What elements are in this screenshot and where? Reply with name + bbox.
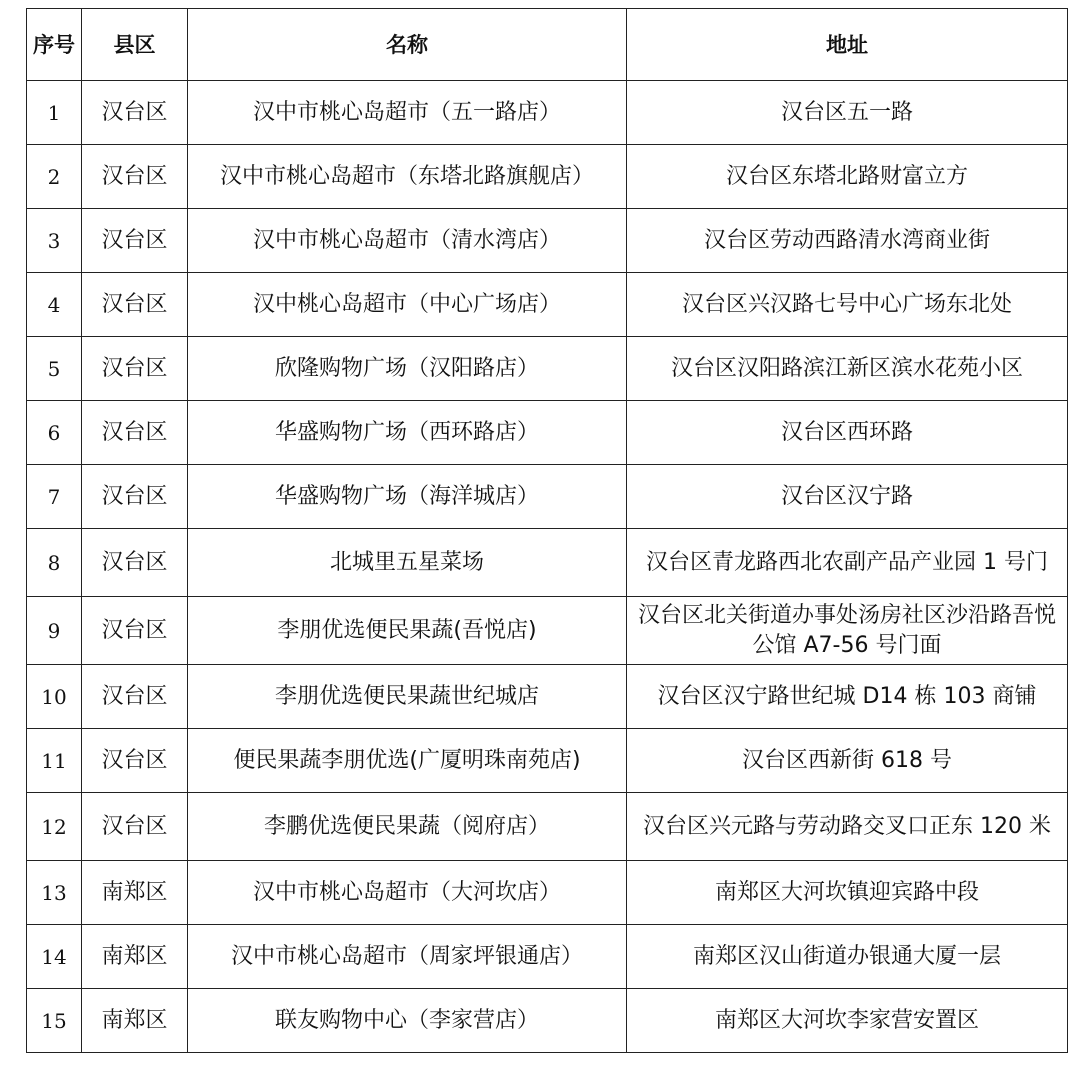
cell-no: 14 <box>27 925 82 989</box>
header-name: 名称 <box>188 9 627 81</box>
table-row <box>27 209 1068 273</box>
cell-name: 联友购物中心（李家营店） <box>188 989 627 1053</box>
cell-address: 汉台区兴元路与劳动路交叉口正东 120 米 <box>627 793 1068 861</box>
cell-no: 15 <box>27 989 82 1053</box>
cell-address: 南郑区汉山街道办银通大厦一层 <box>627 925 1068 989</box>
cell-address: 汉台区汉阳路滨江新区滨水花苑小区 <box>627 337 1068 401</box>
cell-name: 汉中桃心岛超市（中心广场店） <box>188 273 627 337</box>
cell-district: 汉台区 <box>82 401 188 465</box>
cell-district: 汉台区 <box>82 793 188 861</box>
table-row <box>27 665 1068 729</box>
cell-district: 汉台区 <box>82 81 188 145</box>
cell-no: 9 <box>27 597 82 665</box>
cell-no: 12 <box>27 793 82 861</box>
cell-name: 汉中市桃心岛超市（清水湾店） <box>188 209 627 273</box>
cell-no: 2 <box>27 145 82 209</box>
cell-district: 南郑区 <box>82 989 188 1053</box>
table-row <box>27 401 1068 465</box>
cell-name: 李鹏优选便民果蔬（阅府店） <box>188 793 627 861</box>
table-row <box>27 925 1068 989</box>
cell-name: 汉中市桃心岛超市（五一路店） <box>188 81 627 145</box>
table-header-row <box>27 9 1068 81</box>
cell-no: 11 <box>27 729 82 793</box>
cell-name: 汉中市桃心岛超市（大河坎店） <box>188 861 627 925</box>
table-row <box>27 337 1068 401</box>
cell-no: 10 <box>27 665 82 729</box>
cell-address: 汉台区劳动西路清水湾商业街 <box>627 209 1068 273</box>
store-list-sheet <box>26 8 1068 1053</box>
cell-district: 汉台区 <box>82 729 188 793</box>
cell-no: 7 <box>27 465 82 529</box>
table-row <box>27 597 1068 665</box>
cell-no: 6 <box>27 401 82 465</box>
cell-no: 5 <box>27 337 82 401</box>
cell-address: 汉台区青龙路西北农副产品产业园 1 号门 <box>627 529 1068 597</box>
cell-name: 汉中市桃心岛超市（东塔北路旗舰店） <box>188 145 627 209</box>
cell-district: 汉台区 <box>82 337 188 401</box>
cell-district: 汉台区 <box>82 145 188 209</box>
cell-district: 南郑区 <box>82 861 188 925</box>
cell-no: 4 <box>27 273 82 337</box>
cell-name: 华盛购物广场（西环路店） <box>188 401 627 465</box>
cell-address: 汉台区汉宁路世纪城 D14 栋 103 商铺 <box>627 665 1068 729</box>
cell-address: 汉台区汉宁路 <box>627 465 1068 529</box>
cell-district: 南郑区 <box>82 925 188 989</box>
table-row <box>27 145 1068 209</box>
store-table <box>26 8 1068 1053</box>
cell-district: 汉台区 <box>82 209 188 273</box>
cell-address: 汉台区北关街道办事处汤房社区沙沿路吾悦公馆 A7-56 号门面 <box>627 597 1068 665</box>
cell-address: 南郑区大河坎李家营安置区 <box>627 989 1068 1053</box>
cell-address: 汉台区五一路 <box>627 81 1068 145</box>
table-row <box>27 529 1068 597</box>
cell-name: 华盛购物广场（海洋城店） <box>188 465 627 529</box>
cell-address: 汉台区西环路 <box>627 401 1068 465</box>
cell-name: 便民果蔬李朋优选(广厦明珠南苑店) <box>188 729 627 793</box>
header-no: 序号 <box>27 9 82 81</box>
table-row <box>27 465 1068 529</box>
cell-name: 北城里五星菜场 <box>188 529 627 597</box>
cell-district: 汉台区 <box>82 529 188 597</box>
cell-name: 李朋优选便民果蔬世纪城店 <box>188 665 627 729</box>
header-district: 县区 <box>82 9 188 81</box>
cell-district: 汉台区 <box>82 665 188 729</box>
table-row <box>27 81 1068 145</box>
cell-address: 汉台区东塔北路财富立方 <box>627 145 1068 209</box>
cell-address: 汉台区兴汉路七号中心广场东北处 <box>627 273 1068 337</box>
cell-district: 汉台区 <box>82 597 188 665</box>
table-row <box>27 861 1068 925</box>
cell-address: 南郑区大河坎镇迎宾路中段 <box>627 861 1068 925</box>
cell-district: 汉台区 <box>82 273 188 337</box>
cell-no: 3 <box>27 209 82 273</box>
cell-no: 1 <box>27 81 82 145</box>
cell-name: 欣隆购物广场（汉阳路店） <box>188 337 627 401</box>
cell-name: 李朋优选便民果蔬(吾悦店) <box>188 597 627 665</box>
cell-no: 13 <box>27 861 82 925</box>
cell-name: 汉中市桃心岛超市（周家坪银通店） <box>188 925 627 989</box>
header-address: 地址 <box>627 9 1068 81</box>
cell-no: 8 <box>27 529 82 597</box>
table-row <box>27 793 1068 861</box>
table-row <box>27 273 1068 337</box>
cell-address: 汉台区西新街 618 号 <box>627 729 1068 793</box>
table-row <box>27 989 1068 1053</box>
table-row <box>27 729 1068 793</box>
cell-district: 汉台区 <box>82 465 188 529</box>
